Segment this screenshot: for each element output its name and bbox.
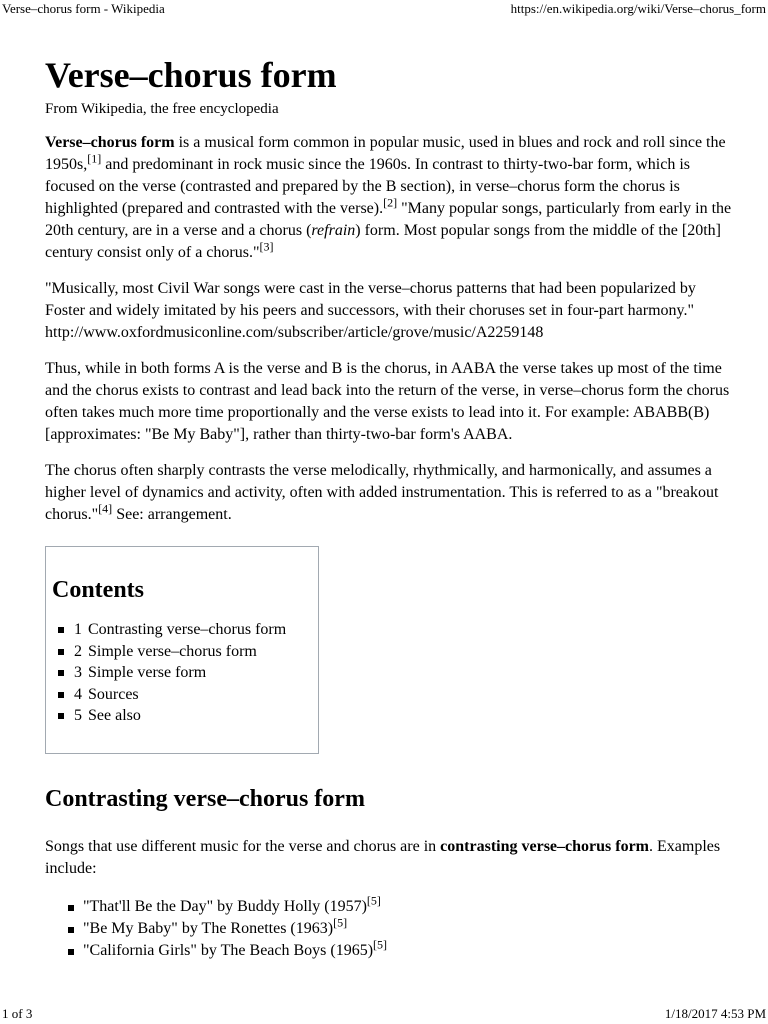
toc-item-label[interactable]: Simple verse–chorus form bbox=[88, 642, 257, 660]
toc-item[interactable] bbox=[74, 705, 318, 727]
paragraph-3: Thus, while in both forms A is the verse and B is the chorus, in AABA the verse takes up most of the time and the chorus exists to contrast and lead back into the return of the verse, in verse–chorus form the chorus often takes much more time proportionally and the verse exists to lead into it. For example: ABABB(B) [approximates: "Be My Baby"], rather than thirty-two-bar form's AABA. bbox=[45, 360, 730, 443]
intro-italic: refrain bbox=[311, 222, 356, 239]
toc-list bbox=[52, 619, 318, 727]
page-title: Verse–chorus form bbox=[45, 55, 337, 95]
example-text: "Be My Baby" by The Ronettes (1963) bbox=[83, 920, 334, 937]
print-header bbox=[0, 0, 768, 20]
list-item bbox=[83, 915, 735, 940]
reference-link-3[interactable]: [3] bbox=[259, 239, 274, 254]
list-item bbox=[83, 893, 735, 918]
toc-item[interactable] bbox=[74, 684, 318, 706]
examples-list bbox=[45, 893, 735, 962]
example-text: "That'll Be the Day" by Buddy Holly (1957) bbox=[83, 898, 367, 915]
intro-text-2: and predominant in rock music since the 1960s. In contrast to thirty-two-bar form, which is focused on the verse (contrasted and prepared by the B section), in verse–chorus form the chorus is highlighted (prepared and contrasted with the verse). bbox=[45, 156, 690, 217]
toc-item-label[interactable]: Contrasting verse–chorus form bbox=[88, 621, 287, 638]
reference-link-5[interactable]: [5] bbox=[366, 893, 381, 908]
section-heading-contrasting: Contrasting verse–chorus form bbox=[45, 786, 365, 812]
page-counter: 1 of 3 bbox=[2, 1006, 33, 1021]
intro-text-3: "Many popular songs, particularly from early in the 20th century, are in a verse and a chorus ( bbox=[45, 200, 732, 239]
reference-link-5[interactable]: [5] bbox=[373, 937, 388, 952]
paragraph-4-text: The chorus often sharply contrasts the verse melodically, rhythmically, and harmonically, and assumes a higher level of dynamics and activity, often with added instrumentation. This is referred to as a "breakout chorus." bbox=[45, 462, 719, 523]
toc-item[interactable] bbox=[74, 662, 318, 684]
paragraph-4 bbox=[45, 460, 735, 526]
example-text: "California Girls" by The Beach Boys (1965) bbox=[83, 942, 374, 959]
toc-item-label[interactable]: Simple verse form bbox=[88, 664, 207, 681]
tagline: From Wikipedia, the free encyclopedia bbox=[45, 101, 279, 117]
print-datetime: 1/18/2017 4:53 PM bbox=[664, 1006, 766, 1021]
toc-item-number: 5 bbox=[74, 707, 82, 724]
list-item bbox=[83, 937, 735, 962]
toc-title: Contents bbox=[52, 577, 145, 603]
paragraph-2: "Musically, most Civil War songs were cast in the verse–chorus patterns that had been popularized by Foster and widely imitated by his peers and successors, with their choruses set in four-part harmony." http://www.oxfordmusiconline.com/subscriber/article/grove/music/A2259148 bbox=[45, 280, 696, 341]
paragraph-4-text-after: See: arrangement. bbox=[112, 506, 232, 523]
article-content bbox=[45, 52, 735, 962]
toc-item-number: 2 bbox=[74, 642, 82, 660]
table-of-contents bbox=[45, 546, 319, 754]
reference-link-2[interactable]: [2] bbox=[383, 195, 398, 210]
intro-text-4: ) form. Most popular songs from the middle of the [20th] century consist only of a chorus." bbox=[45, 222, 721, 261]
toc-item-label[interactable]: Sources bbox=[88, 685, 139, 703]
toc-item-number: 1 bbox=[74, 621, 82, 638]
toc-item[interactable] bbox=[74, 641, 318, 663]
section-intro-paragraph bbox=[45, 836, 735, 880]
intro-paragraph bbox=[45, 132, 735, 264]
print-header-url: https://en.wikipedia.org/wiki/Verse–chorus_form bbox=[510, 1, 766, 16]
reference-link-5[interactable]: [5] bbox=[333, 915, 348, 930]
print-header-title: Verse–chorus form - Wikipedia bbox=[2, 1, 165, 16]
section-intro-text-2: . Examples include: bbox=[45, 838, 721, 877]
section-intro-text: Songs that use different music for the verse and chorus are in bbox=[45, 838, 441, 855]
intro-bold-term: Verse–chorus form bbox=[45, 134, 175, 151]
toc-item-label[interactable]: See also bbox=[88, 707, 141, 724]
print-footer bbox=[0, 1004, 768, 1024]
intro-text-1: is a musical form common in popular music, used in blues and rock and roll since the 1950s, bbox=[45, 134, 726, 173]
reference-link-4[interactable]: [4] bbox=[98, 501, 113, 516]
reference-link-1[interactable]: [1] bbox=[87, 151, 102, 166]
toc-item[interactable] bbox=[74, 619, 318, 641]
toc-item-number: 3 bbox=[74, 664, 82, 681]
section-intro-bold: contrasting verse–chorus form bbox=[440, 838, 649, 855]
toc-item-number: 4 bbox=[74, 685, 82, 703]
